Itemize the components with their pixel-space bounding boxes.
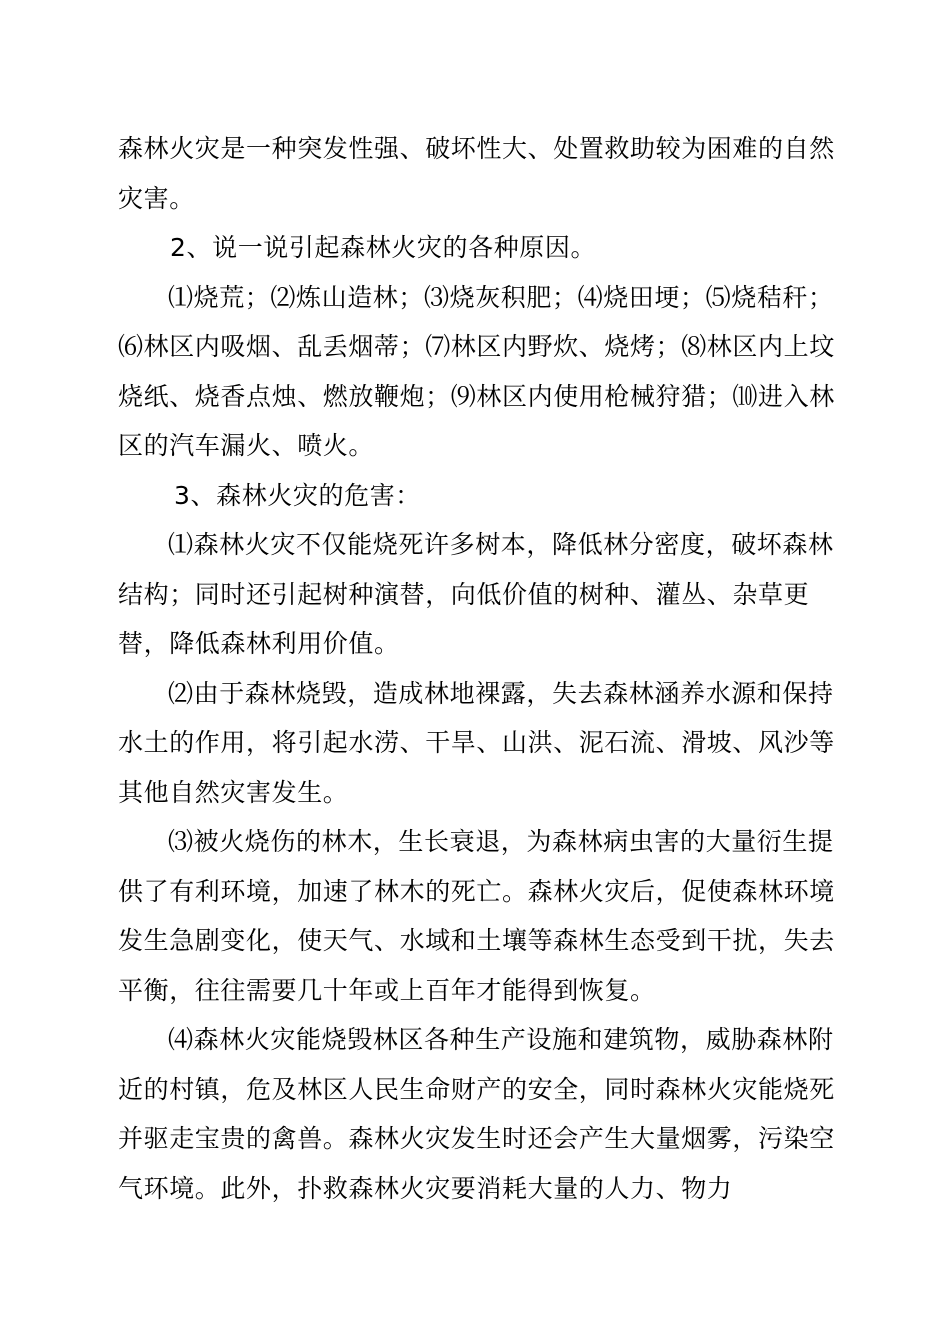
paragraph-hazard-3: ⑶被火烧伤的林木，生长衰退，为森林病虫害的大量衍生提供了有利环境，加速了林木的死亡。森林火灾后，促使森林环境发生急剧变化，使天气、水域和土壤等森林生态受到干扰，失去平衡，往往需要几十年或上百年才能得到恢复。 xyxy=(118,827,835,1005)
paragraph-hazard-4: ⑷森林火灾能烧毁林区各种生产设施和建筑物，威胁森林附近的村镇，危及林区人民生命财产的安全，同时森林火灾能烧死并驱走宝贵的禽兽。森林火灾发生时还会产生大量烟雾，污染空气环境。此外，扑救森林火灾要消耗大量的人力、物力 xyxy=(118,1025,835,1203)
document-body xyxy=(118,124,840,1213)
heading-causes: 2、说一说引起森林火灾的各种原因。 xyxy=(170,233,597,262)
paragraph-causes-1: ⑴烧荒；⑵炼山造林；⑶烧灰积肥；⑷烧田埂；⑸烧秸秆； xyxy=(168,282,834,312)
paragraph-causes-2: ⑹林区内吸烟、乱丢烟蒂；⑺林区内野炊、烧烤；⑻林区内上坟烧纸、烧香点烛、燃放鞭炮；⑼林区内使用枪械狩猎；⑽进入林区的汽车漏火、喷火。 xyxy=(118,332,835,460)
paragraph-intro: 森林火灾是一种突发性强、破坏性大、处置救助较为困难的自然灾害。 xyxy=(118,134,835,213)
paragraph-hazard-1: ⑴森林火灾不仅能烧死许多树本，降低林分密度，破坏森林结构；同时还引起树种演替，向低价值的树种、灌丛、杂草更替，降低森林利用价值。 xyxy=(118,530,834,658)
paragraph-hazard-2: ⑵由于森林烧毁，造成林地裸露，失去森林涵养水源和保持水土的作用，将引起水涝、干旱、山洪、泥石流、滑坡、风沙等其他自然灾害发生。 xyxy=(118,678,835,807)
heading-hazards: 3、森林火灾的危害： xyxy=(174,480,421,510)
